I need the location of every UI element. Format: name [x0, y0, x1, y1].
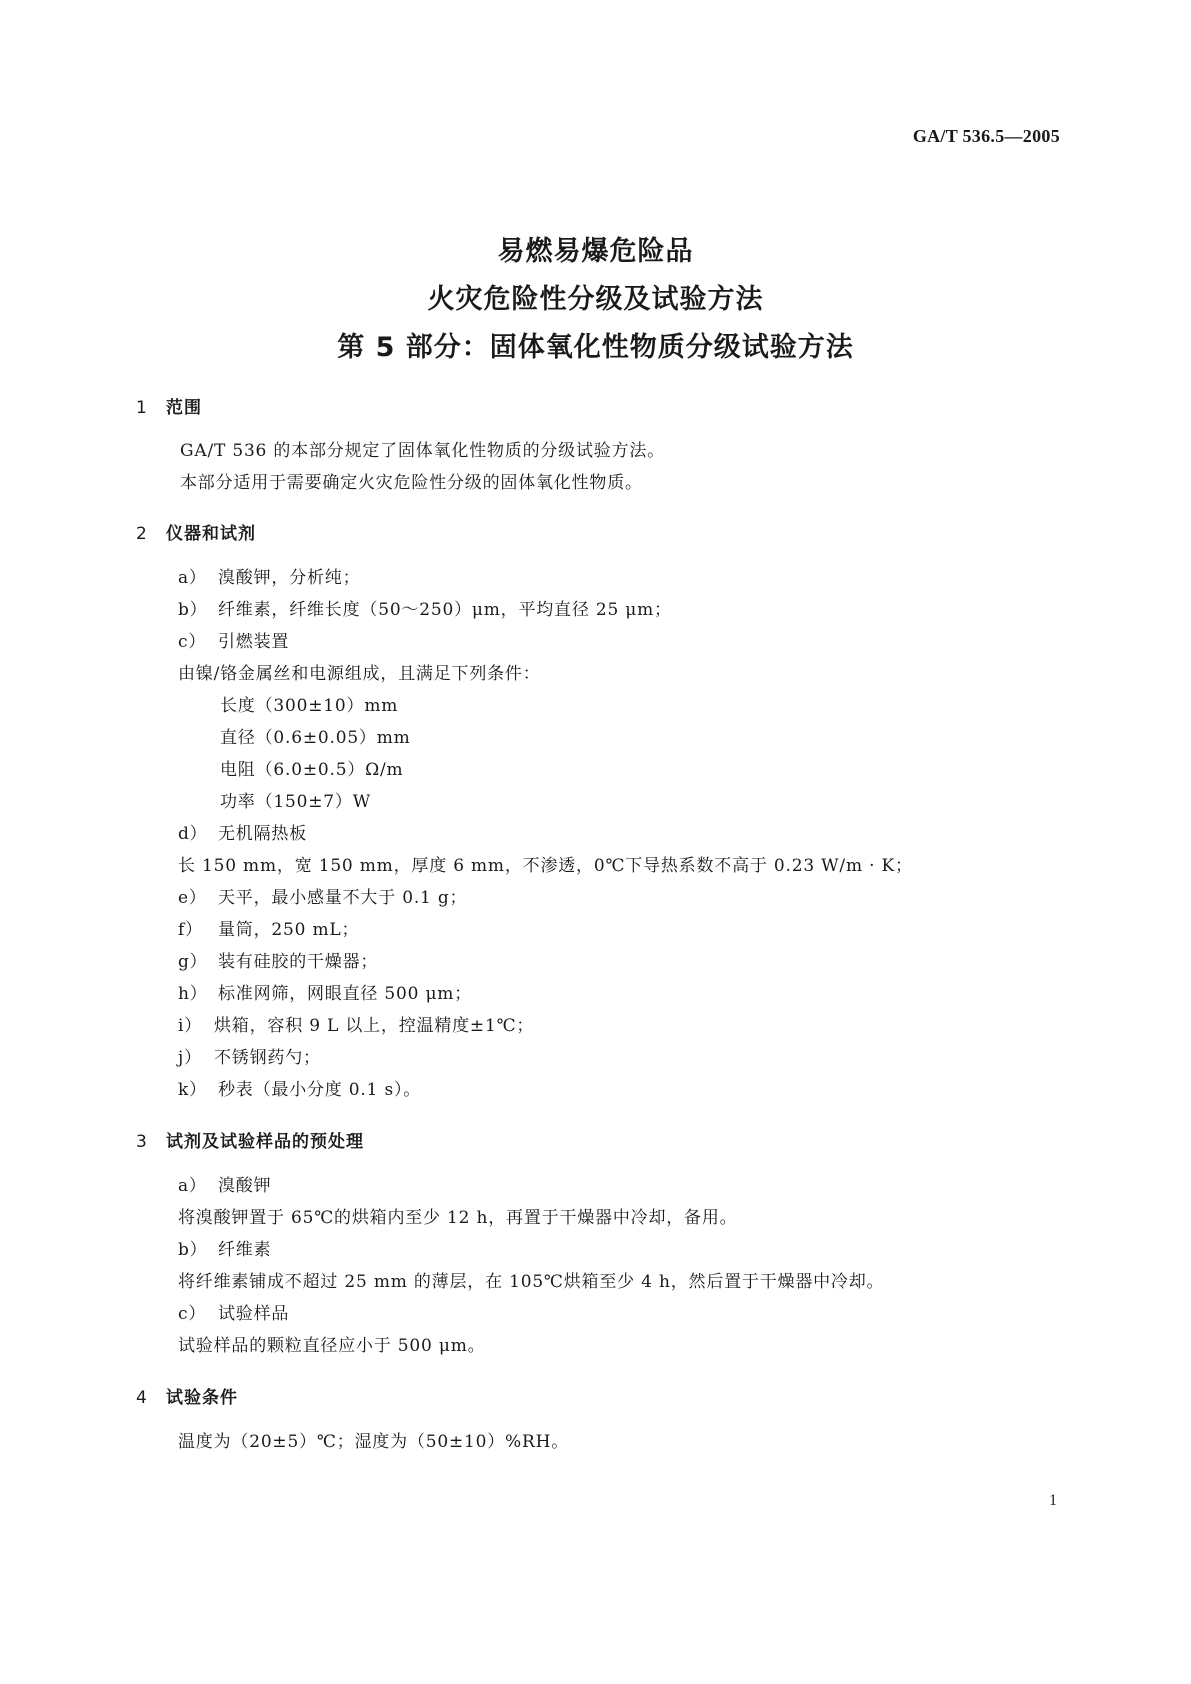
- s2-item-f: [178, 915, 359, 940]
- item-text: 标准网筛，网眼直径 500 μm；: [218, 984, 473, 1004]
- s2-condition-diameter: 直径（0.6±0.05）mm: [220, 728, 411, 748]
- section-1-heading: [136, 393, 202, 418]
- s3-item-c-desc: 试验样品的颗粒直径应小于 500 μm。: [178, 1336, 486, 1356]
- section-number: 4: [136, 1388, 148, 1408]
- item-label: e）: [178, 888, 207, 908]
- s2-item-j: [178, 1043, 321, 1068]
- section-2-heading: [136, 519, 256, 544]
- item-label: d）: [178, 824, 208, 844]
- s2-item-d-desc: 长 150 mm，宽 150 mm，厚度 6 mm，不渗透，0℃下导热系数不高于 0.23 W/m · K；: [178, 856, 913, 876]
- s2-item-k: [178, 1075, 421, 1100]
- section-number: 3: [136, 1132, 148, 1152]
- item-text: 引燃装置: [218, 632, 290, 652]
- s2-item-g: [178, 947, 378, 972]
- item-label: c）: [178, 1304, 207, 1324]
- item-text: 纤维素，纤维长度（50～250）μm，平均直径 25 μm；: [218, 600, 672, 620]
- item-label: j）: [178, 1048, 202, 1068]
- section-number: 1: [136, 398, 148, 418]
- s2-condition-length: 长度（300±10）mm: [220, 696, 399, 716]
- item-text: 溴酸钾: [218, 1176, 272, 1196]
- section-title: 试验条件: [166, 1388, 238, 1408]
- s4-paragraph-1: 温度为（20±5）℃；湿度为（50±10）%RH。: [178, 1432, 569, 1452]
- item-label: f）: [178, 920, 203, 940]
- s2-item-h: [178, 979, 472, 1004]
- section-number: 2: [136, 524, 148, 544]
- s3-item-b-desc: 将纤维素铺成不超过 25 mm 的薄层，在 105℃烘箱至少 4 h，然后置于干燥器中冷却。: [178, 1272, 885, 1292]
- section-3-heading: [136, 1127, 364, 1152]
- title-line-3: 第 5 部分：固体氧化性物质分级试验方法: [337, 332, 854, 363]
- item-label: k）: [178, 1080, 207, 1100]
- title-line-1: 易燃易爆危险品: [497, 236, 694, 267]
- item-label: i）: [178, 1016, 203, 1036]
- item-label: g）: [178, 952, 208, 972]
- item-label: a）: [178, 1176, 207, 1196]
- s2-item-a: [178, 563, 360, 588]
- s2-item-i: [178, 1011, 534, 1036]
- section-title: 仪器和试剂: [166, 524, 256, 544]
- s1-paragraph-1: GA/T 536 的本部分规定了固体氧化性物质的分级试验方法。: [180, 441, 665, 461]
- item-text: 天平，最小感量不大于 0.1 g；: [218, 888, 468, 908]
- item-label: b）: [178, 1240, 208, 1260]
- s3-item-c: [178, 1299, 289, 1324]
- standard-code: GA/T 536.5—2005: [912, 126, 1060, 146]
- item-text: 溴酸钾，分析纯；: [218, 568, 361, 588]
- s3-item-a-desc: 将溴酸钾置于 65℃的烘箱内至少 12 h，再置于干燥器中冷却，备用。: [178, 1208, 738, 1228]
- item-label: c）: [178, 632, 207, 652]
- item-text: 量筒，250 mL；: [218, 920, 360, 940]
- item-text: 试验样品: [218, 1304, 290, 1324]
- s3-item-a: [178, 1171, 271, 1196]
- item-text: 烘箱，容积 9 L 以上，控温精度±1℃；: [214, 1016, 535, 1036]
- s2-item-d: [178, 819, 307, 844]
- item-text: 秒表（最小分度 0.1 s）。: [218, 1080, 422, 1100]
- item-text: 无机隔热板: [218, 824, 307, 844]
- s2-item-c-desc: 由镍/铬金属丝和电源组成，且满足下列条件：: [178, 664, 541, 684]
- s2-condition-resistance: 电阻（6.0±0.5）Ω/m: [220, 760, 404, 780]
- s3-item-b: [178, 1235, 271, 1260]
- item-text: 纤维素: [218, 1240, 272, 1260]
- s2-condition-power: 功率（150±7）W: [220, 792, 371, 812]
- document-title: [0, 228, 1191, 372]
- s2-item-b: [178, 595, 672, 620]
- section-title: 范围: [166, 398, 202, 418]
- title-line-2: 火灾危险性分级及试验方法: [427, 284, 764, 315]
- page-number: 1: [1049, 1492, 1057, 1509]
- item-label: h）: [178, 984, 208, 1004]
- s2-item-e: [178, 883, 467, 908]
- section-title: 试剂及试验样品的预处理: [166, 1132, 364, 1152]
- item-text: 不锈钢药勺；: [214, 1048, 321, 1068]
- item-label: b）: [178, 600, 208, 620]
- item-label: a）: [178, 568, 207, 588]
- s2-item-c: [178, 627, 289, 652]
- item-text: 装有硅胶的干燥器；: [218, 952, 379, 972]
- s1-paragraph-2: 本部分适用于需要确定火灾危险性分级的固体氧化性物质。: [180, 473, 643, 493]
- section-4-heading: [136, 1383, 238, 1408]
